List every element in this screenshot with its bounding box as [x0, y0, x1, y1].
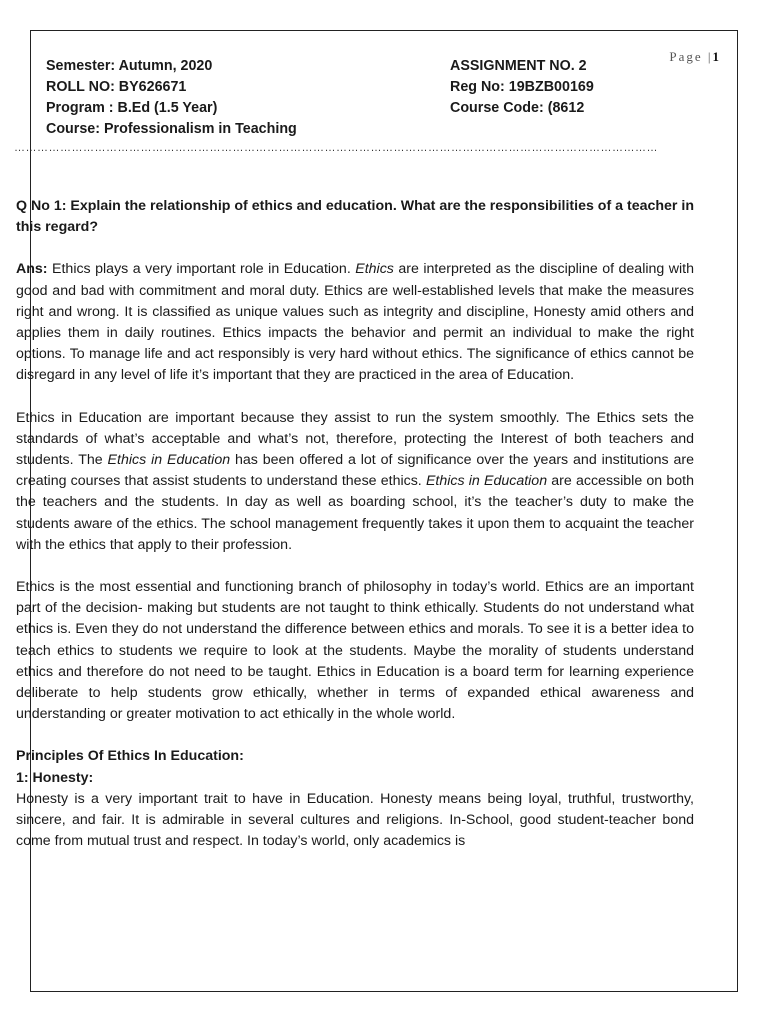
p2-text-3: are accessible on both the teachers and the students. In day as well as boarding school, it’s the teacher’s duty to make the students aware of the ethics. The school management frequently takes it upon them to acquaint the teacher with the ethics that apply to their profession.	[16, 473, 694, 553]
assignment-number: ASSIGNMENT NO. 2	[450, 58, 587, 74]
p2-text-1: Ethics in Education are important because they assist to run the system smoothly. The Ethics sets the standards of what’s acceptable and what’s not, therefore, protecting the Interest of both teachers and students. The	[16, 409, 694, 469]
question-heading: Q No 1: Explain the relationship of ethics and education. What are the responsibilities of a teacher in this regard?	[16, 198, 694, 236]
p1-italic-1: Ethics	[355, 261, 394, 278]
course-name: Course: Professionalism in Teaching	[46, 121, 297, 137]
page-number-value: 1	[712, 49, 719, 64]
document-body	[16, 196, 694, 852]
p1-text-2: are interpreted as the discipline of dealing with good and bad with commitment and moral duty. Ethics are well-established levels that make the measures right and wrong. It is classified as unique values such as integrity and discipline, Honesty amid others and applies them in daily routines. Ethics impacts the behavior and permit an individual to make the right options. To manage life and act responsibly is very hard without ethics. The significance of ethics cannot be disregard in any level of life it’s important that they are practiced in the area of Education.	[16, 261, 694, 384]
dotted-separator: ……………………………………………………………………………………………………………………………………………………	[14, 142, 658, 154]
answer-paragraph-1	[16, 259, 694, 386]
semester: Semester: Autumn, 2020	[46, 58, 213, 74]
principles-heading: Principles Of Ethics In Education:	[16, 748, 244, 765]
honesty-heading: 1: Honesty:	[16, 769, 94, 786]
assignment-header	[46, 56, 646, 140]
roll-number: ROLL NO: BY626671	[46, 79, 187, 95]
p2-text-2: has been offered a lot of significance over the years and institutions are creating courses that assist students to understand these ethics.	[16, 452, 695, 490]
answer-paragraph-3: Ethics is the most essential and functioning branch of philosophy in today’s world. Ethics are an important part of the decision- making but students are not taught to think ethically. Students do not understand what ethics is. Even they do not understand the difference between ethics and morals. To see it is a better idea to teach ethics to students we require to look at the students. Maybe the morality of students understand ethics and therefore do not need to be taught. Ethics in Education is a board term for learning experience deliberate to help students grow ethically, whether in terms of expanded ethical awareness and understanding or greater motivation to act ethically in the whole world.	[16, 579, 694, 723]
program: Program : B.Ed (1.5 Year)	[46, 100, 218, 116]
p1-text-1: Ethics plays a very important role in Education.	[47, 261, 356, 278]
honesty-paragraph: Honesty is a very important trait to have in Education. Honesty means being loyal, truthful, trustworthy, sincere, and fair. It is admirable in several cultures and religions. In-School, good student-teacher bond come from mutual trust and respect. In today’s world, only academics is	[16, 790, 694, 850]
answer-label: Ans:	[16, 261, 48, 278]
page-label: Page |	[669, 49, 713, 64]
answer-paragraph-2	[16, 408, 694, 556]
course-code: Course Code: (8612	[450, 100, 585, 116]
registration-number: Reg No: 19BZB00169	[450, 79, 594, 95]
p2-italic-1: Ethics in Education	[107, 452, 231, 469]
p2-italic-2: Ethics in Education	[425, 473, 548, 490]
page-number	[669, 49, 719, 65]
